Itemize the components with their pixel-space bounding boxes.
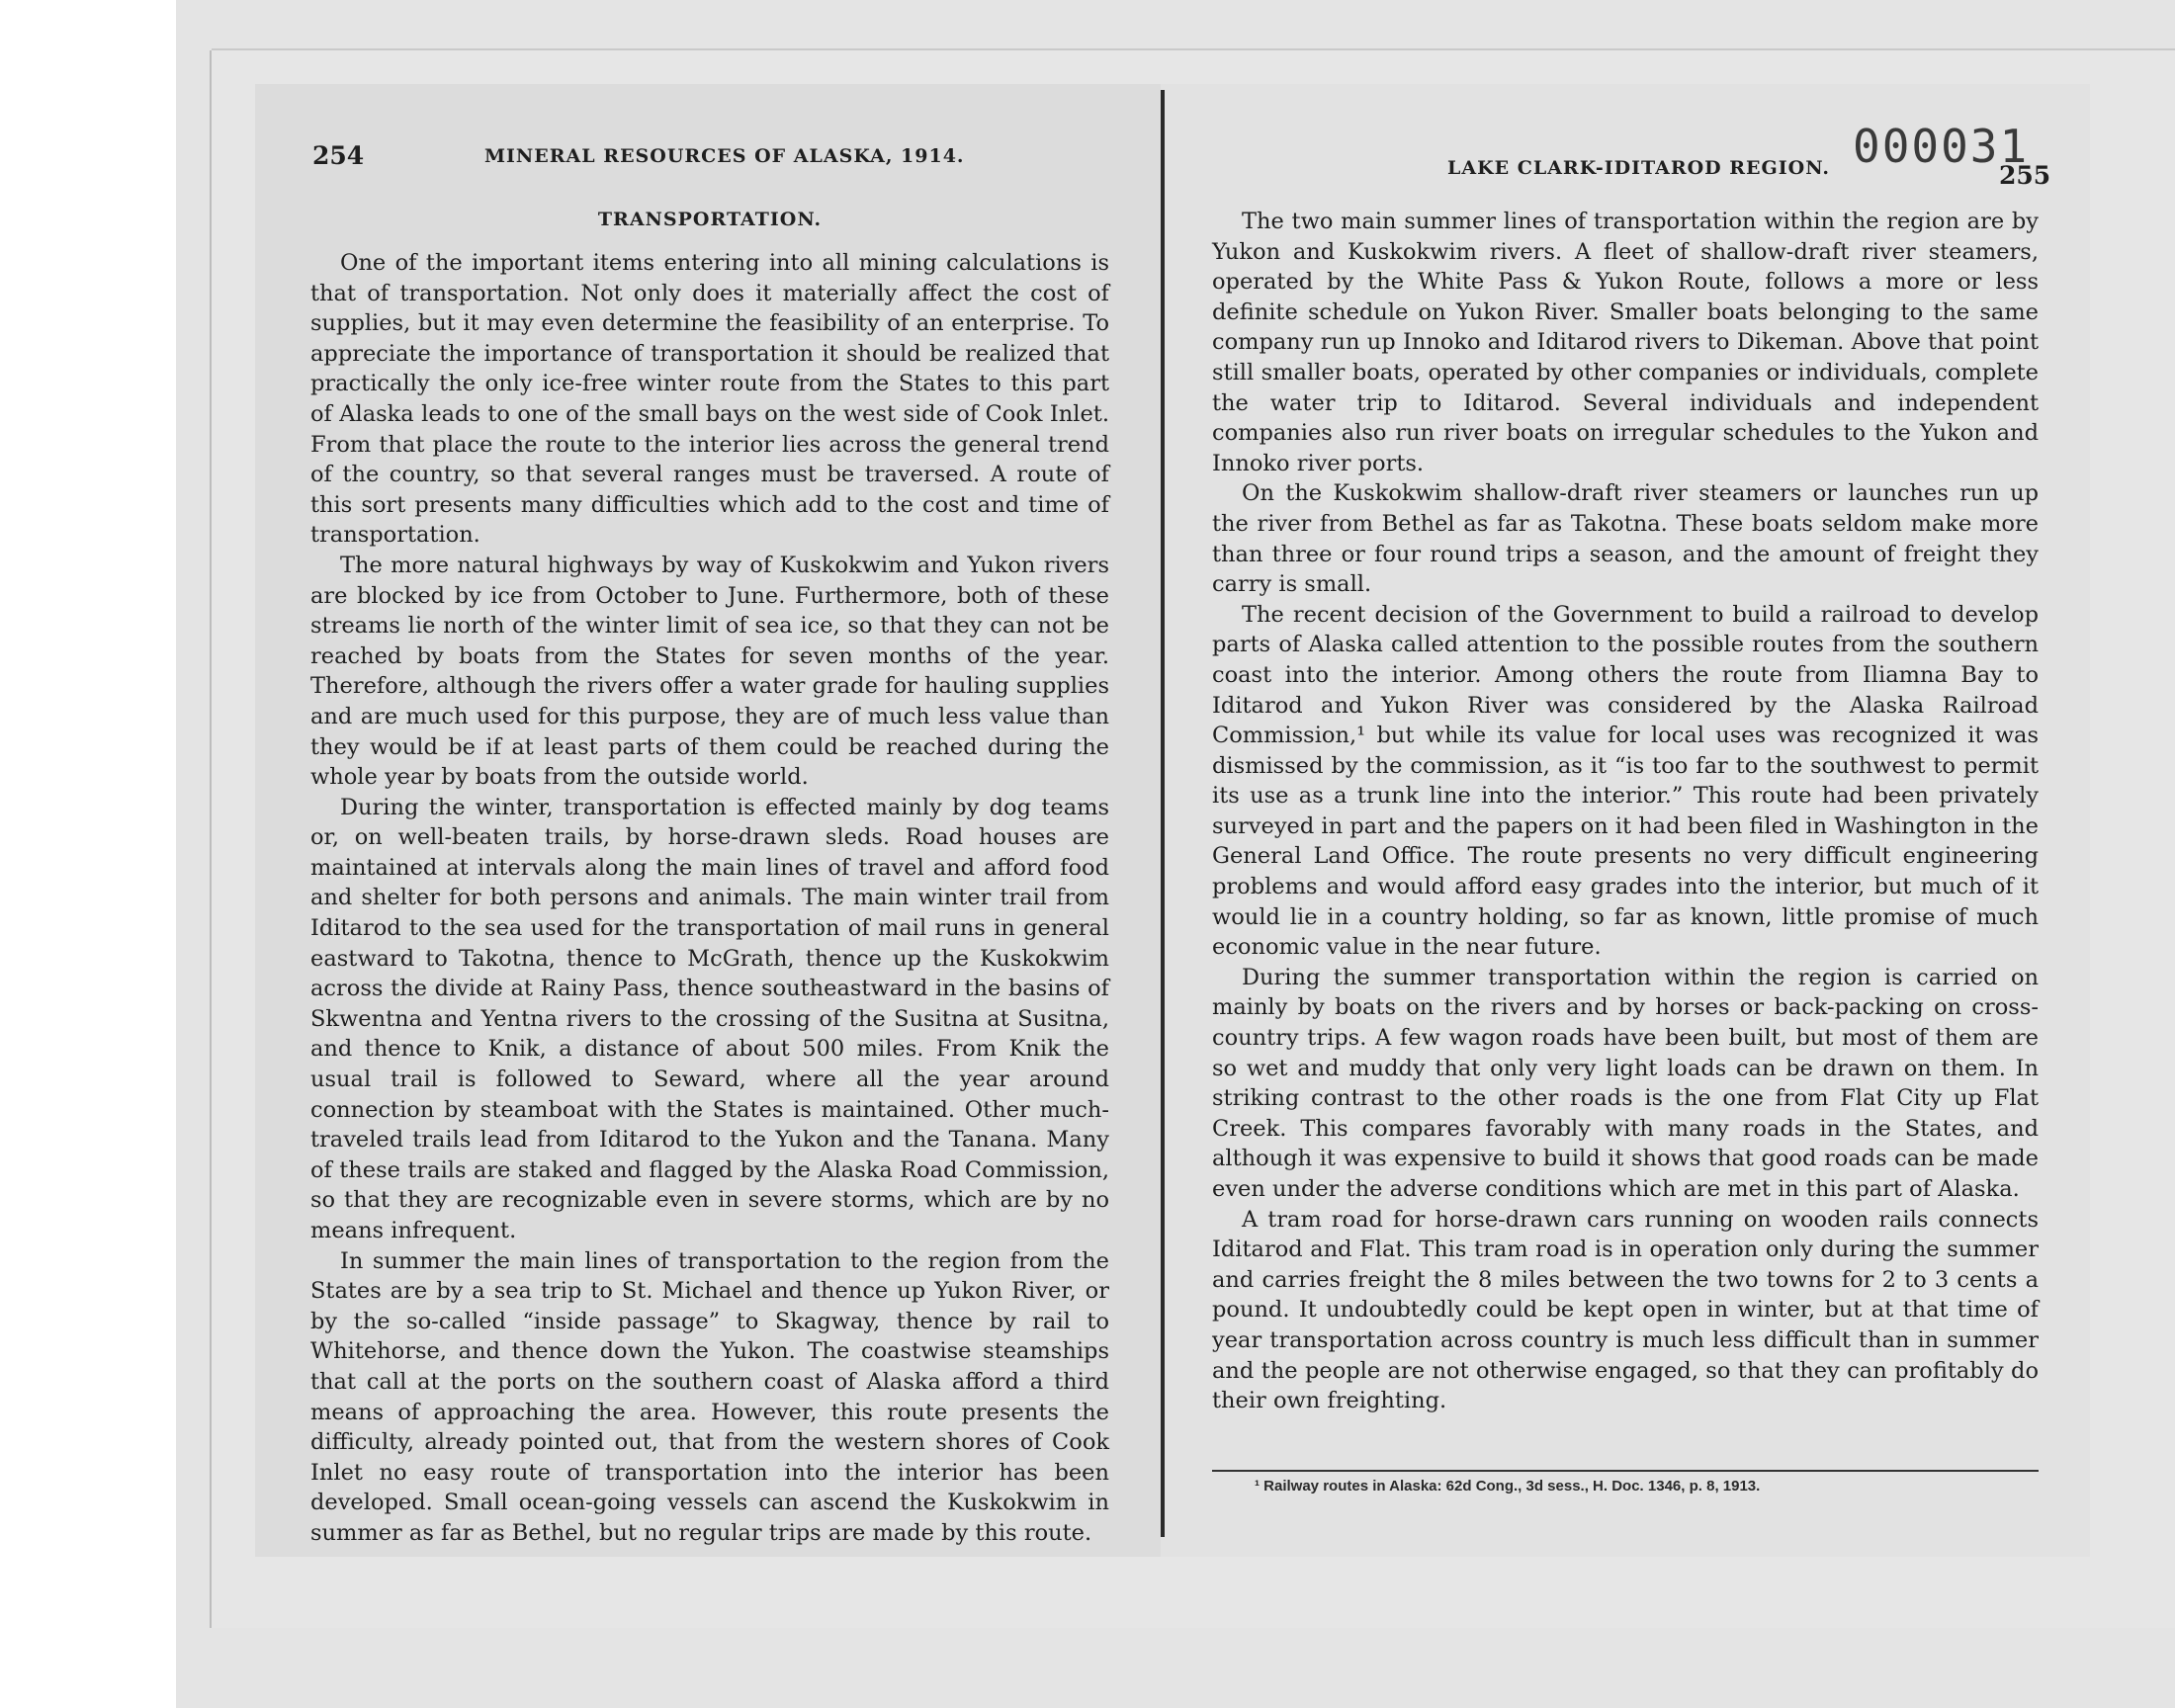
running-head: MINERAL RESOURCES OF ALASKA, 1914. — [484, 145, 965, 167]
paragraph: The recent decision of the Government to build a railroad to develop parts of Alaska called attention to the possible routes from the southern coast into the interior. Among others the route from Iliamna Bay to Iditarod and Yukon River was considered by the Alaska Railroad Commission,¹ but while its value for local uses was recognized it was dismissed by the commission, as it “is too far to the southwest to permit its use as a trunk line into the interior.” This route had been privately surveyed in part and the papers on it had been filed in Washington in the General Land Office. The route presents no very difficult engineering problems and would afford easy grades into the interior, but much of it would lie in a country holding, so far as known, little promise of much economic value in the near future. — [1212, 601, 2039, 961]
page-number: 255 — [1999, 161, 2051, 190]
gutter-line — [1161, 90, 1165, 1537]
paragraph: In summer the main lines of transportation to the region from the States are by a sea trip to St. Michael and thence up Yukon River, or by the so-called “inside passage” to Skagway, thence by rail to Whitehorse, and thence down the Yukon. The coastwise steamships that call at the ports on the southern coast of Alaska afford a third means of approaching the area. However, this route presents the difficulty, already pointed out, that from the western shores of Cook Inlet no easy route of transportation into the interior has been developed. Small ocean-going vessels can ascend the Kuskokwim in summer as far as Bethel, but no regular trips are made by this route. — [310, 1247, 1109, 1546]
paragraph: The two main summer lines of transportation within the region are by Yukon and Kuskokwim rivers. A fleet of shallow-draft river steamers, operated by the White Pass & Yukon Route, follows a more or less definite schedule on Yukon River. Smaller boats belonging to the same company run up Innoko and Iditarod rivers to Dikeman. Above that point still smaller boats, operated by other companies or individuals, complete the water trip to Iditarod. Several individuals and independent companies also run river boats on irregular schedules to the Yukon and Innoko river ports. — [1212, 209, 2039, 476]
running-head: LAKE CLARK-IDITAROD REGION. — [1447, 157, 1830, 179]
book-spread — [212, 50, 2175, 1628]
paragraph: One of the important items entering into all mining calculations is that of transportation. Not only does it materially affect the cost of supplies, but it may even determine the feasibility of an enterprise. To appreciate the importance of transportation it should be realized that practically the only ice-free winter route from the States to this part of Alaska leads to one of the small bays on the west side of Cook Inlet. From that place the route to the interior lies across the general trend of the country, so that several ranges must be traversed. A route of this sort presents many difficulties which add to the cost and time of transportation. — [310, 250, 1109, 549]
body-text — [310, 248, 1109, 1549]
paragraph: A tram road for horse-drawn cars running on wooden rails connects Iditarod and Flat. This tram road is in operation only during the summer and carries freight the 8 miles between the two towns for 2 to 3 cents a pound. It undoubtedly could be kept open in winter, but at that time of year transportation across country is much less difficult than in summer and the people are not otherwise engaged, so that they can profitably do their own freighting. — [1212, 1206, 2039, 1414]
footnote: ¹ Railway routes in Alaska: 62d Cong., 3d sess., H. Doc. 1346, p. 8, 1913. — [1255, 1478, 1761, 1494]
paragraph: The more natural highways by way of Kuskokwim and Yukon rivers are blocked by ice from October to June. Furthermore, both of these streams lie north of the winter limit of sea ice, so that they can not be reached by boats from the States for seven months of the year. Therefore, although the rivers offer a water grade for hauling supplies and are much used for this purpose, they are of much less value than they would be if at least parts of them could be reached during the whole year by boats from the outside world. — [310, 552, 1109, 791]
paragraph: During the winter, transportation is effected mainly by dog teams or, on well-beaten trails, by horse-drawn sleds. Road houses are maintained at intervals along the main lines of travel and afford food and shelter for both persons and animals. The main winter trail from Iditarod to the sea used for the transportation of mail runs in general eastward to Takotna, thence to McGrath, thence up the Kuskokwim across the divide at Rainy Pass, thence southeastward in the basins of Skwentna and Yentna rivers to the crossing of the Susitna at Susitna, and thence to Knik, a distance of about 500 miles. From Knik the usual trail is followed to Seward, where all the year around connection by steamboat with the States is maintained. Other much-traveled trails lead from Iditarod to the Yukon and the Tanana. Many of these trails are staked and flagged by the Alaska Road Commission, so that they are recognizable even in severe storms, which are by no means infrequent. — [310, 794, 1109, 1243]
body-text — [1212, 207, 2039, 1416]
right-page — [1161, 84, 2090, 1557]
section-title: TRANSPORTATION. — [597, 209, 823, 230]
paragraph: During the summer transportation within the region is carried on mainly by boats on the rivers and by horses or back-packing on cross-country trips. A few wagon roads have been built, but most of them are so wet and muddy that only very light loads can be drawn on them. In striking contrast to the other roads is the one from Flat City up Flat Creek. This compares favorably with many roads in the States, and although it was expensive to build it shows that good roads can be made even under the adverse conditions which are met in this part of Alaska. — [1212, 964, 2039, 1202]
footnote-rule — [1212, 1470, 2039, 1472]
page-number: 254 — [312, 141, 365, 170]
archive-stamp: 000031 — [1853, 120, 2030, 173]
paragraph: On the Kuskokwim shallow-draft river steamers or launches run up the river from Bethel as far as Takotna. These boats seldom make more than three or four round trips a season, and the amount of freight they carry is small. — [1212, 480, 2039, 598]
left-page — [255, 84, 1165, 1557]
